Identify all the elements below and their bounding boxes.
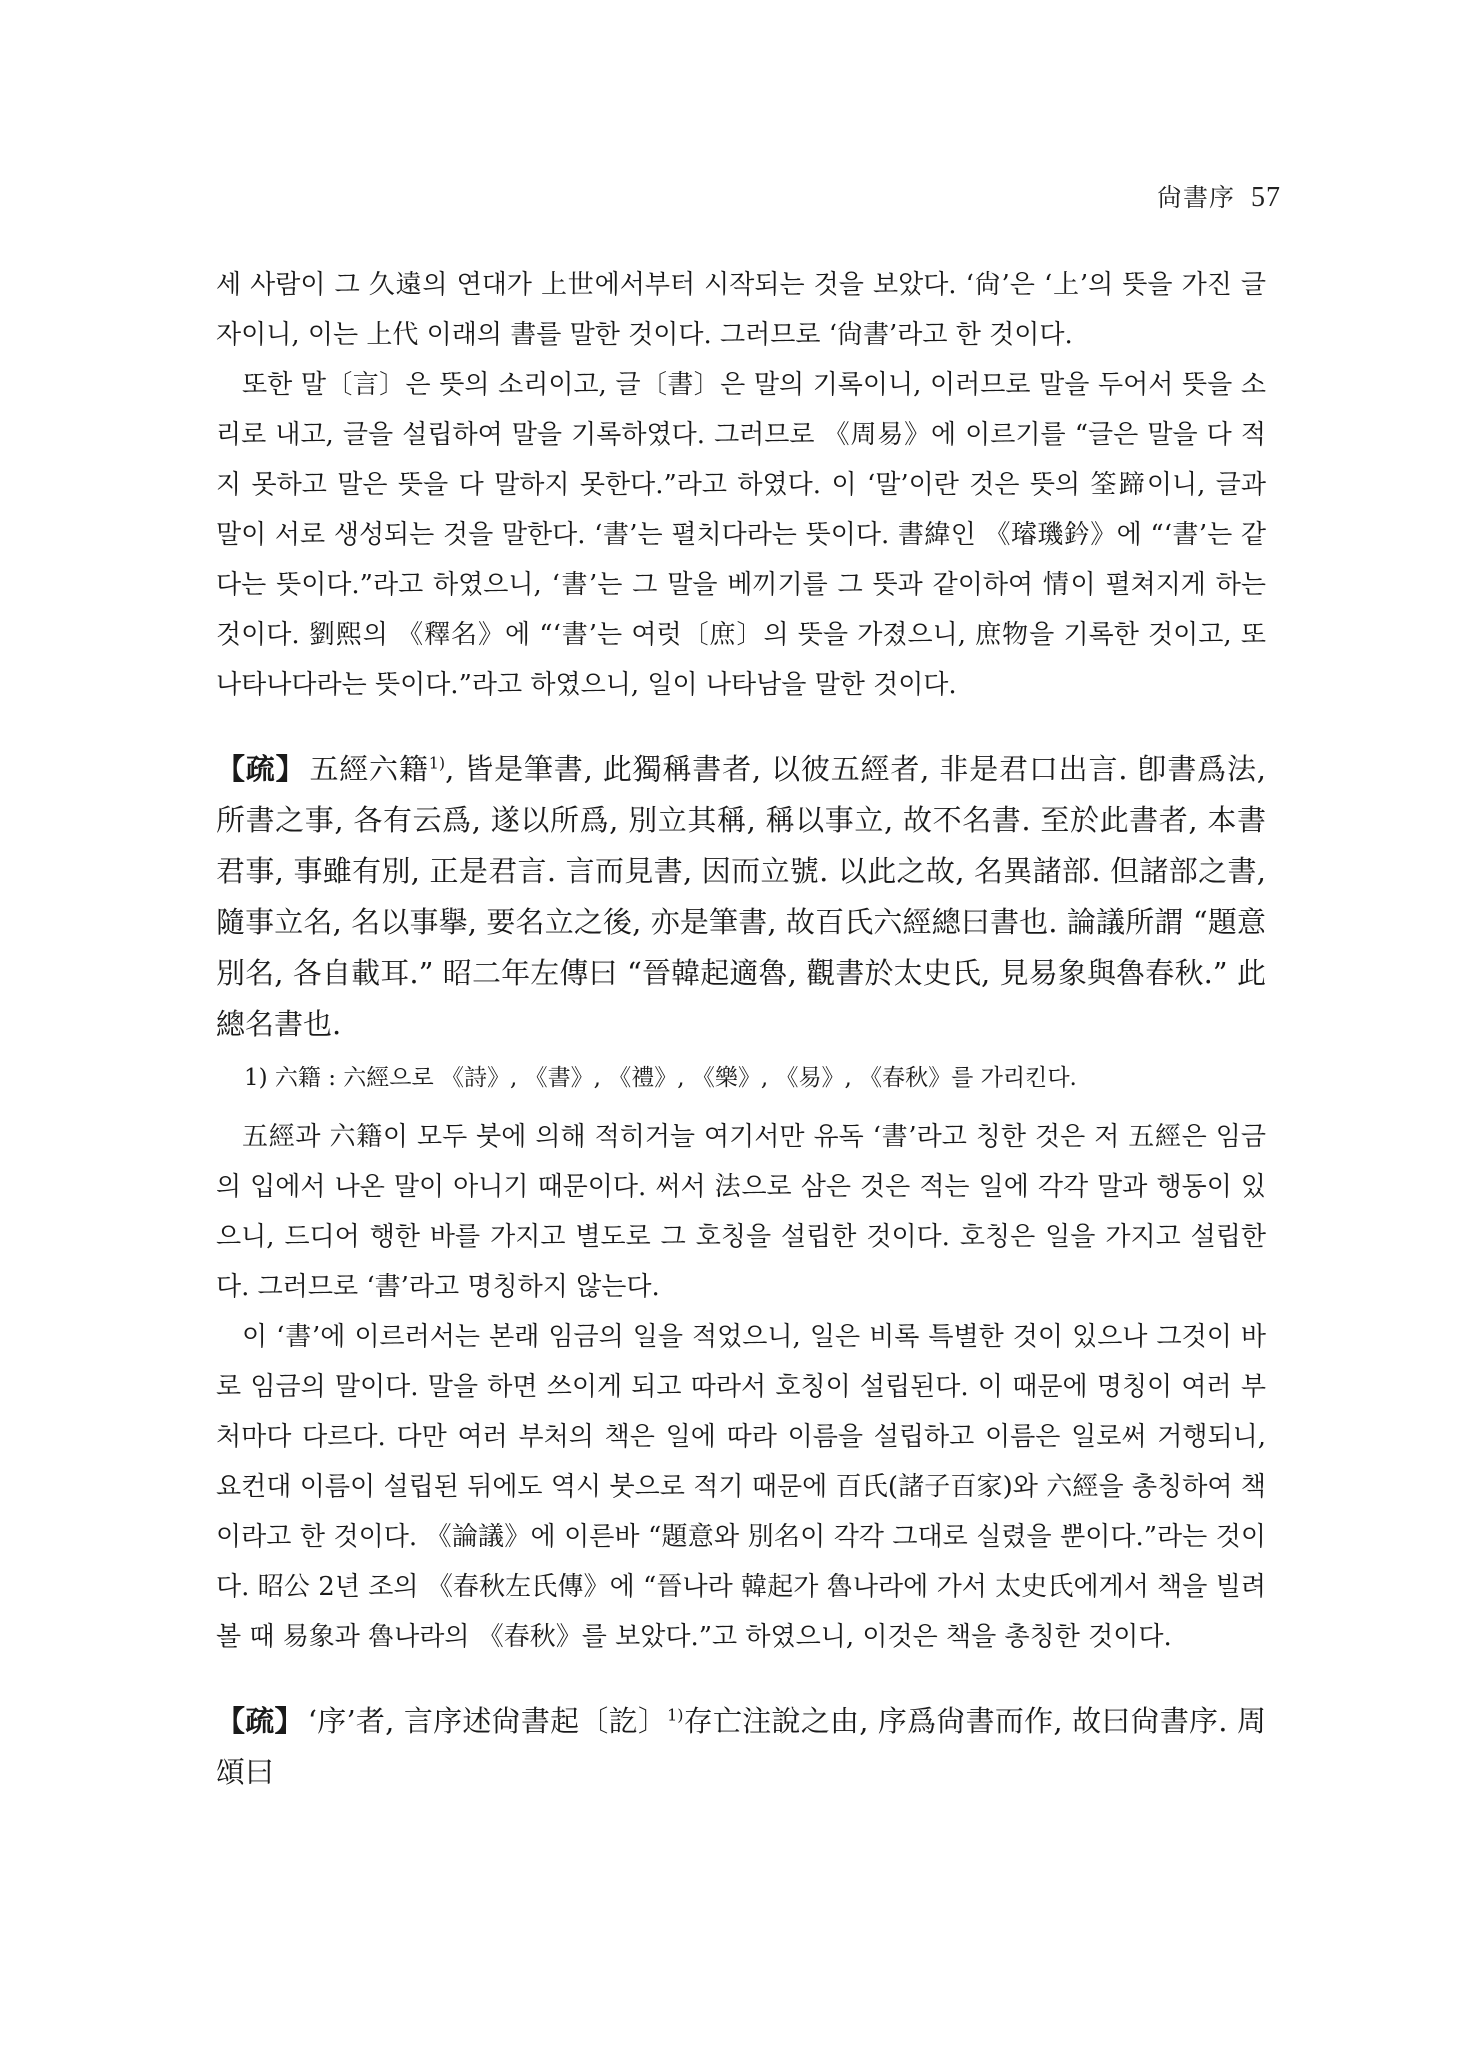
- running-head-title: 尙書序: [1156, 183, 1235, 212]
- translation-paragraph: 세 사람이 그 久遠의 연대가 上世에서부터 시작되는 것을 보았다. ‘尙’은 ‘上’의 뜻을 가진 글자이니, 이는 上代 이래의 書를 말한 것이다. 그러므로 ‘尙書’라고 한 것이다.: [216, 270, 1266, 350]
- translation-paragraph: 이 ‘書’에 이르러서는 본래 임금의 일을 적었으니, 일은 비록 특별한 것이 있으나 그것이 바로 임금의 말이다. 말을 하면 쓰이게 되고 따라서 호칭이 설립된다. 이 때문에 명칭이 여러 부처마다 다르다. 다만 여러 부처의 책은 일에 따라 이름을 설립하고 이름은 일로써 거행되니, 요컨대 이름이 설립된 뒤에도 역시 붓으로 적기 때문에 百氏(諸子百家)와 六經을 총칭하여 책이라고 한 것이다. 《論議》에 이른바 “題意와 別名이 각각 그대로 실렸을 뿐이다.”라는 것이다. 昭公 2년 조의 《春秋左氏傳》에 “晉나라 韓起가 魯나라에 가서 太史氏에게서 책을 빌려볼 때 易象과 魯나라의 《春秋》를 보았다.”고 하였으니, 이것은 책을 총칭한 것이다.: [216, 1322, 1266, 1652]
- commentary-text: 五經六籍: [309, 752, 429, 786]
- page-body: [216, 260, 1266, 1798]
- footnote: 1) 六籍 : 六經으로 《詩》, 《書》, 《禮》, 《樂》, 《易》, 《春秋》를 가리킨다.: [244, 1065, 1077, 1091]
- page-number: 57: [1251, 182, 1281, 213]
- footnote-marker: 1): [428, 753, 446, 773]
- commentary-text: , 皆是筆書, 此獨稱書者, 以彼五經者, 非是君口出言. 卽書爲法, 所書之事, 各有云爲, 遂以所爲, 別立其稱, 稱以事立, 故不名書. 至於此書者, 本書君事, 事雖有別, 正是君言. 言而見書, 因而立號. 以此之故, 名異諸部. 但諸部之書, 隨事立名, 名以事擧, 要名立之後, 亦是筆書, 故百氏六經總曰書也. 論議所謂 “題意別名, 各自載耳.” 昭二年左傳曰 “晉韓起適魯, 觀書於太史氏, 見易象與魯春秋.” 此總名書也.: [216, 752, 1266, 1041]
- commentary-tag: 【疏】: [216, 752, 306, 786]
- footnote-marker: 1): [667, 1705, 684, 1725]
- translation-paragraph: 또한 말〔言〕은 뜻의 소리이고, 글〔書〕은 말의 기록이니, 이러므로 말을 두어서 뜻을 소리로 내고, 글을 설립하여 말을 기록하였다. 그러므로 《周易》에 이르기를 “글은 말을 다 적지 못하고 말은 뜻을 다 말하지 못한다.”라고 하였다. 이 ‘말’이란 것은 뜻의 筌蹄이니, 글과 말이 서로 생성되는 것을 말한다. ‘書’는 펼치다라는 뜻이다. 書緯인 《璿璣鈐》에 “‘書’는 같다는 뜻이다.”라고 하였으니, ‘書’는 그 말을 베끼기를 그 뜻과 같이하여 情이 펼쳐지게 하는 것이다. 劉熙의 《釋名》에 “‘書’는 여럿〔庶〕의 뜻을 가졌으니, 庶物을 기록한 것이고, 또 나타나다라는 뜻이다.”라고 하였으니, 일이 나타남을 말한 것이다.: [216, 370, 1266, 700]
- translation-paragraph: 五經과 六籍이 모두 붓에 의해 적히거늘 여기서만 유독 ‘書’라고 칭한 것은 저 五經은 임금의 입에서 나온 말이 아니기 때문이다. 써서 法으로 삼은 것은 적는 일에 각각 말과 행동이 있으니, 드디어 행한 바를 가지고 별도로 그 호칭을 설립한 것이다. 호칭은 일을 가지고 설립한다. 그러므로 ‘書’라고 명칭하지 않는다.: [216, 1122, 1266, 1302]
- running-head: [1157, 178, 1281, 214]
- commentary-tag: 【疏】: [216, 1704, 304, 1738]
- commentary-text: ‘序’者, 言序述尙書起〔訖〕: [307, 1704, 668, 1738]
- commentary-paragraph: [216, 1696, 1266, 1798]
- commentary-text: 存亡注說之由, 序爲尙書而作, 故曰尙書序. 周頌曰: [216, 1704, 1266, 1789]
- commentary-paragraph: [216, 744, 1266, 1050]
